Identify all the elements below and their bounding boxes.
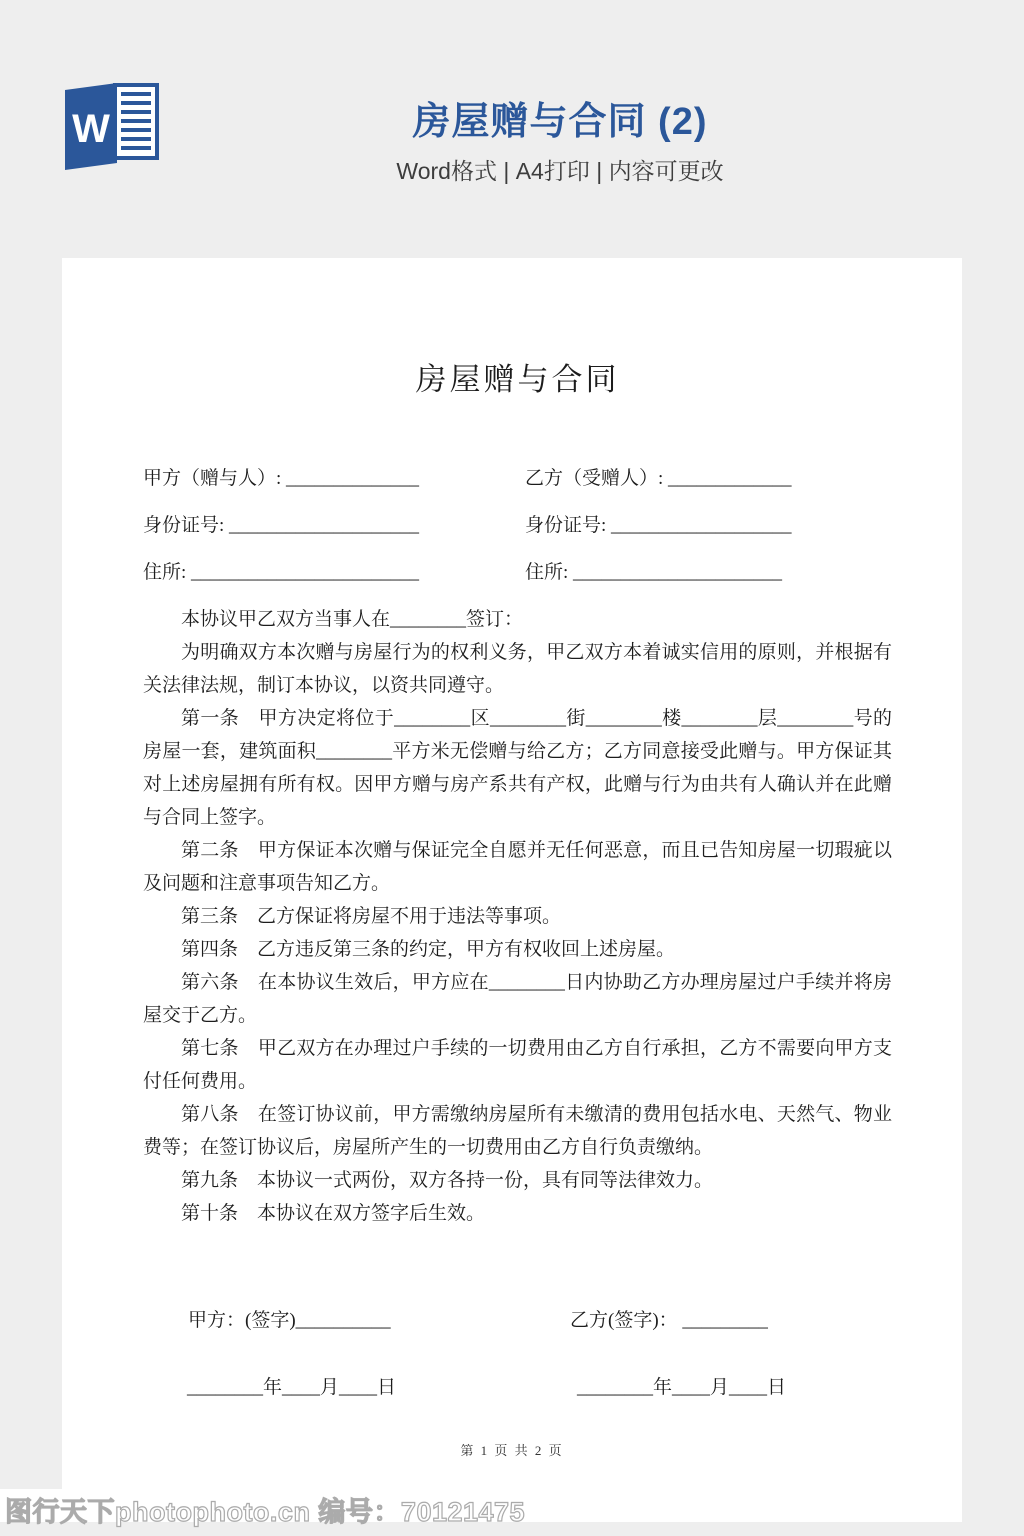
contract-body [143,603,892,1230]
contract-clause-10: 第十条 本协议在双方签字后生效。 [181,1203,486,1224]
contract-clause-9: 第九条 本协议一式两份，双方各持一份，具有同等法律效力。 [181,1170,714,1191]
party-row [143,462,892,495]
contract-paragraph-preamble: 为明确双方本次赠与房屋行为的权利义务，甲乙双方本着诚实信用的原则，并根据有关法律法规，制订本协议，以资共同遵守。 [143,642,892,696]
watermark-bar [0,1489,962,1527]
document-page [62,258,962,1522]
contract-paragraph-intro: 本协议甲乙双方当事人在________签订： [181,609,524,630]
party-a-signature-field: 甲方：(签字)__________ [188,1310,391,1331]
template-title: 房屋赠与合同 (2) [412,101,708,143]
contract-clause-7: 第七条 甲乙双方在办理过户手续的一切费用由乙方自行承担，乙方不需要向甲方支付任何费用。 [143,1038,892,1092]
word-icon-page-lines [121,94,151,148]
party-a-name-field: 甲方（赠与人）: ______________ [143,468,420,489]
page-number: 第 1 页 共 2 页 [460,1443,564,1458]
watermark-text: 图行天下photophoto.cn 编号：70121475 [5,1497,526,1527]
party-b-id-field: 身份证号: ___________________ [525,515,792,536]
parties-section [143,462,892,589]
contract-clause-3: 第三条 乙方保证将房屋不用于违法等事项。 [181,906,562,927]
party-b-name-field: 乙方（受赠人）: _____________ [525,468,792,489]
signature-row [143,1304,892,1337]
contract-title: 房屋赠与合同 [415,362,620,397]
word-icon-letter: W [72,107,110,151]
party-row [143,509,892,542]
template-subtitle: Word格式 | A4打印 | 内容可更改 [396,158,724,184]
party-a-date-field: ________年____月____日 [187,1377,397,1398]
party-a-address-field: 住所: ________________________ [143,562,420,583]
party-a-id-field: 身份证号: ____________________ [143,515,420,536]
party-row [143,556,892,589]
date-row [143,1371,892,1404]
contract-clause-4: 第四条 乙方违反第三条的约定，甲方有权收回上述房屋。 [181,939,676,960]
contract-clause-2: 第二条 甲方保证本次赠与保证完全自愿并无任何恶意，而且已告知房屋一切瑕疵以及问题和注意事项告知乙方。 [143,840,892,894]
contract-clause-8: 第八条 在签订协议前，甲方需缴纳房屋所有未缴清的费用包括水电、天然气、物业费等；在签订协议后，房屋所产生的一切费用由乙方自行负责缴纳。 [143,1104,892,1158]
party-b-signature-field: 乙方(签字)： _________ [570,1310,768,1331]
contract-clause-1: 第一条 甲方决定将位于________区________街________楼________层________号的房屋一套，建筑面积________平方米无偿赠与给乙方；乙方同意接受此赠与。甲方保证其对上述房屋拥有所有权。因甲方赠与房产系共有产权，此赠与行为由共有人确认并在此赠与合同上签字。 [143,708,892,828]
party-b-date-field: ________年____月____日 [577,1377,787,1398]
party-b-address-field: 住所: ______________________ [525,562,783,583]
word-icon [63,82,159,172]
contract-clause-6: 第六条 在本协议生效后，甲方应在________日内协助乙方办理房屋过户手续并将房屋交于乙方。 [143,972,892,1026]
